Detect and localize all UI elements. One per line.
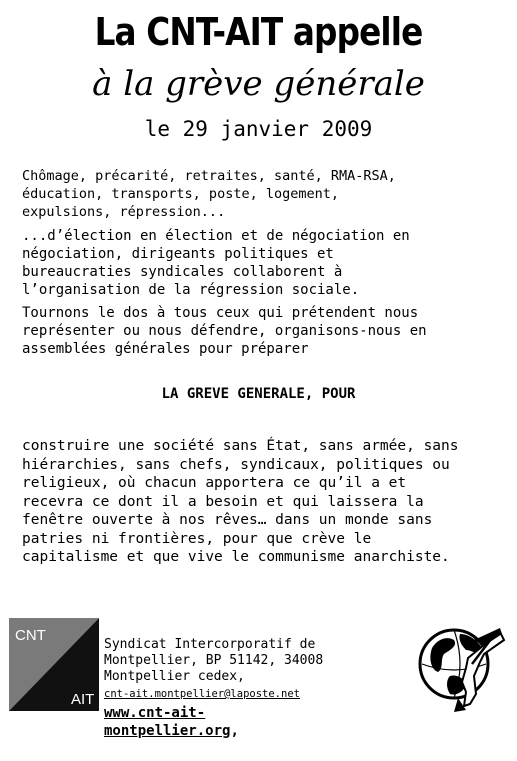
leaflet-title: La CNT-AIT appelle xyxy=(94,10,423,54)
logo-cnt-text: CNT xyxy=(15,627,46,644)
contact-line-2: Montpellier, BP 51142, 34008 xyxy=(104,653,324,668)
website-line-2[interactable]: montpellier.org xyxy=(104,723,231,739)
contact-block xyxy=(104,637,344,740)
website-link[interactable] xyxy=(104,704,344,740)
paragraph-collaboration: ...d’élection en élection et de négociation en négociation, dirigeants politiques et bureaucraties syndicales collaborent à l’organisation de la régression sociale. xyxy=(22,228,410,298)
paragraph-call-to-organize: Tournons le dos à tous ceux qui prétendent nous représenter ou nous défendre, organisons-nous en assemblées générales pour préparer xyxy=(22,305,427,357)
globe-with-flag-bearer-icon xyxy=(414,620,506,715)
paragraph-goals: construire une société sans État, sans armée, sans hiérarchies, sans chefs, syndicaux, politiques ou religieux, où chacun apportera ce qu’il a et recevra ce dont il a besoin et qui laissera la fenêtre ouverte à nos rêves… dans un monde sans patries ni frontières, pour que crève le capitalisme et que vive le communisme anarchiste. xyxy=(22,438,459,565)
leaflet-subtitle: à la grève générale xyxy=(92,64,425,104)
contact-line-3: Montpellier cedex, xyxy=(104,669,245,684)
website-suffix: , xyxy=(230,723,239,739)
strike-date: le 29 janvier 2009 xyxy=(144,117,373,141)
general-strike-heading: LA GREVE GENERALE, POUR xyxy=(161,386,356,402)
logo-ait-text: AIT xyxy=(71,691,95,708)
paragraph-grievances: Chômage, précarité, retraites, santé, RMA-RSA, éducation, transports, poste, logement, expulsions, répression... xyxy=(22,168,396,220)
email-link[interactable]: cnt-ait.montpellier@laposte.net xyxy=(104,688,300,700)
contact-line-1: Syndicat Intercorporatif de xyxy=(104,637,316,652)
cnt-ait-logo xyxy=(9,618,99,711)
website-line-1[interactable]: www.cnt-ait- xyxy=(104,705,206,721)
